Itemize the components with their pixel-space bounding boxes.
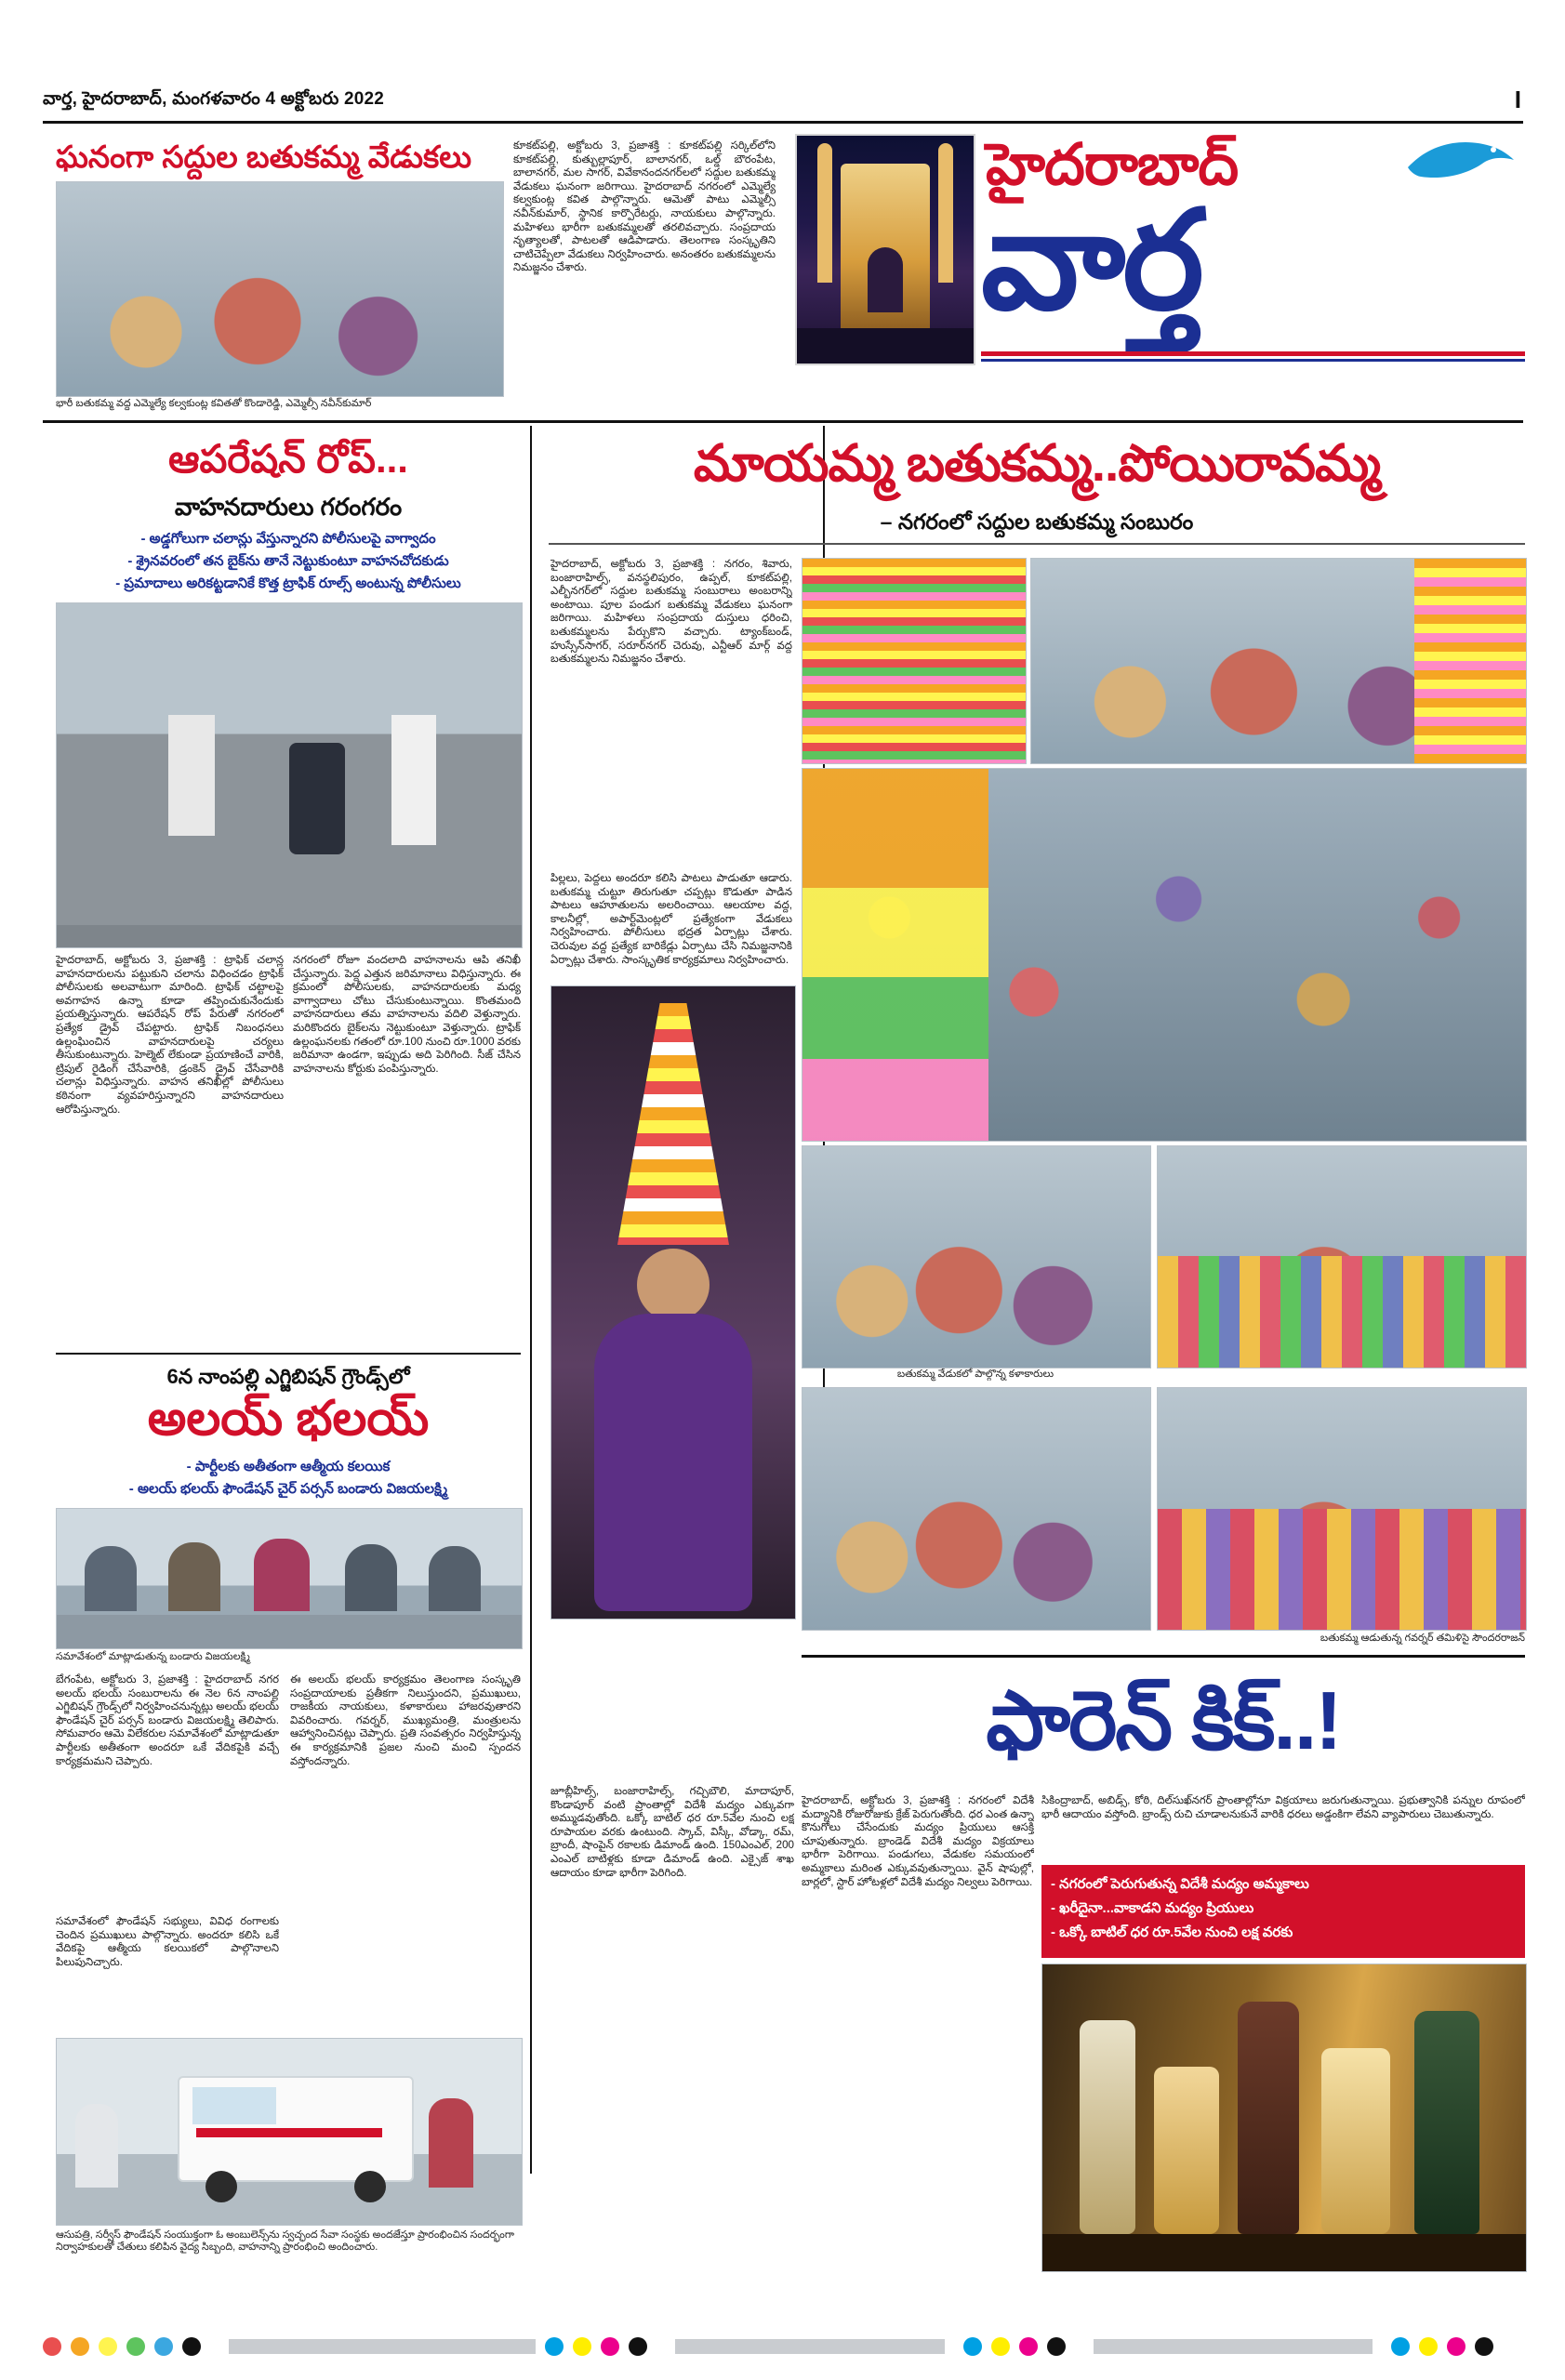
colour-dot [182,2337,201,2356]
registration-colour-bar [43,2337,1523,2358]
colour-dot [1447,2337,1466,2356]
colour-dot [71,2337,89,2356]
foreign-kick-text: హైదరాబాద్, అక్టోబరు 3, ప్రజాశక్తి : నగరంలో విదేశీ మద్యానికి రోజురోజుకు క్రేజ్ పెరుగుతోంది. ధర ఎంత ఉన్నా కొనుగోలు చేసేందుకు మద్యం ప్రియులు ఆసక్తి చూపుతున్నారు. బ్రాండెడ్ విదేశీ మద్యం విక్రయాలు భారీగా పెరిగాయి. పండుగలు, వేడుకల సమయంలో అమ్మకాలు మరింత ఎక్కువవుతున్నాయి. వైన్ షాపుల్లో, బార్లలో, స్టార్ హోటళ్లలో విదేశీ మద్యం నిల్వలు పెరిగాయి. [802,1794,1034,1888]
colour-dot [1475,2337,1493,2356]
colour-dot [991,2337,1010,2356]
crowd-celebration-photo [802,768,1527,1142]
colour-dot [43,2337,61,2356]
alai-balai-headline: అలయ్ భలయ్ [147,1392,430,1446]
colour-dot [1419,2337,1438,2356]
main-text-2: పిల్లలు, పెద్దలు అందరూ కలిసి పాటలు పాడుతూ ఆడారు. బతుకమ్మ చుట్టూ తిరుగుతూ చప్పట్లు కొడుతూ పాడిన పాటలు ఆహూతులను అలరించాయి. ఆలయాల వద్ద, కాలనీల్లో, అపార్ట్‌మెంట్లలో ప్రత్యేకంగా వేడుకలు నిర్వహించారు. పోలీసులు భద్రత ఏర్పాట్లు చేశారు. చెరువుల వద్ద ప్రత్యేక బారికేడ్లు ఏర్పాటు చేసి నిమజ్జనానికి ఏర్పాట్లు చేశారు. సాంస్కృతిక కార్యక్రమాలు నిర్వహించారు. [550,872,792,966]
liquor-bottles-photo [1041,1964,1527,2272]
registration-strip [675,2339,945,2354]
page-header [43,86,1523,124]
operation-rope-bullet-1: - అడ్డగోలుగా చలాన్లు వేస్తున్నారని పోలీసులపై వాగ్వాదం [140,531,436,547]
women-dance-photo [1157,1387,1527,1631]
top-left-headline: ఘనంగా సద్దుల బతుకమ్మ వేడుకలు [56,139,472,174]
main-subhead: – నగరంలో సద్దుల బతుకమ్మ సంబురం [880,509,1194,534]
masthead [795,130,1525,372]
alai-balai-caption: సమావేశంలో మాట్లాడుతున్న బండారు విజయలక్ష్మి [56,1651,250,1662]
colour-dot [126,2337,145,2356]
colour-dot [1019,2337,1038,2356]
ad-line-1: - నగరంలో పెరుగుతున్న విదేశీ మద్యం అమ్మకాలు [1051,1876,1309,1892]
main-text: హైదరాబాద్, అక్టోబరు 3, ప్రజాశక్తి : నగరం, శివారు, బంజారాహిల్స్, వనస్థలిపురం, ఉప్పల్, కూకట్‌పల్లి, ఎల్బీనగర్‌లో సద్దుల బతుకమ్మ సంబురాలు అంబరాన్ని అంటాయి. పూల పండుగ బతుకమ్మ వేడుకలు ఘనంగా జరిగాయి. మహిళలు సంప్రదాయ దుస్తులు ధరించి, బతుకమ్మలను పేర్చుకొని వచ్చారు. ట్యాంక్‌బండ్, హుస్సేన్‌సాగర్, సరూర్‌నగర్ చెరువు, ఎన్టీఆర్ మార్గ్ వద్ద బతుకమ్మలను నిమజ్జనం చేశారు. [550,558,792,666]
top-left-text: కూకట్‌పల్లి, అక్టోబరు 3, ప్రజాశక్తి : కూకట్‌పల్లి సర్కిల్‌లోని కూకట్‌పల్లి, కుత్బుల్లాపూర్, బాలానగర్, ఒల్డ్ బౌరంపేట, బాలానగర్, మల సాగర్, వివేకానందనగర్‌లలో సద్దుల బతుకమ్మ వేడుకలు ఘనంగా జరిగాయి. హైదరాబాద్ నగరంలో ఎమ్మెల్యే కల్వకుంట్ల కవిత పాల్గొన్నారు. ఆమెతో పాటు ఎమ్మెల్సీ నవీన్‌కుమార్, స్థానిక కార్పొరేటర్లు, నాయకులు పాల్గొన్నారు. మహిళలు భారీగా బతుకమ్మలతో తరలివచ్చారు. సంప్రదాయ నృత్యాలతో, పాటలతో ఆడిపాడారు. తెలంగాణ సంస్కృతిని చాటిచెప్పేలా వేడుకలు నిర్వహించారు. అనంతరం బతుకమ్మలను నిమజ్జనం చేశారు. [513,139,776,274]
alai-balai-kicker: 6న నాంపల్లి ఎగ్జిబిషన్ గ్రౌండ్స్‌లో [166,1365,410,1388]
registration-strip [1094,2339,1373,2354]
ad-line-2: - ఖరీదైనా...వాకాడని మద్యం ప్రియులు [1051,1900,1254,1916]
operation-rope-subhead: వాహనదారులు గరంగరం [174,493,403,521]
operation-rope-headline: ఆపరేషన్ రోప్... [168,437,408,481]
operation-rope-bullet-3: - ప్రమాదాలు అరికట్టడానికే కొత్త ట్రాఫిక్ రూల్స్ అంటున్న పోలీసులు [115,575,461,591]
foreign-kick-text-3: సికింద్రాబాద్, అబిడ్స్, కోఠి, దిల్‌సుఖ్‌నగర్ ప్రాంతాల్లోనూ విక్రయాలు జరుగుతున్నాయి. ప్రభుత్వానికి పన్నుల రూపంలో భారీ ఆదాయం వస్తోంది. బ్రాండ్స్ రుచి చూడాలనుకునే వారికి ధరలు అడ్డంకిగా లేవని వ్యాపారులు చెబుతున్నారు. [1041,1794,1525,1820]
alai-balai-sub-2: - అలయ్ భలయ్ ఫౌండేషన్ చైర్ పర్సన్ బండారు విజయలక్ష్మి [128,1481,448,1497]
bathukamma-array-photo [802,558,1027,764]
dateline: వార్త, హైదరాబాద్, మంగళవారం 4 అక్టోబరు 2022 [43,89,385,109]
colour-dot [1047,2337,1066,2356]
ad-line-3: - ఒక్కో బాటిల్ ధర రూ.5వేల నుంచి లక్ష వరకు [1051,1924,1293,1940]
alai-balai-text: బేగంపేట, అక్టోబరు 3, ప్రజాశక్తి : హైదరాబాద్ నగర అలయ్ భలయ్ సంబురాలను ఈ నెల 6న నాంపల్లి ఎగ్జిబిషన్ గ్రౌండ్స్‌లో నిర్వహించనున్నట్లు అలయ్ భలయ్ ఫౌండేషన్ చైర్ పర్సన్ బండారు విజయలక్ష్మి తెలిపారు. సోమవారం ఆమె విలేకరుల సమావేశంలో మాట్లాడుతూ పార్టీలకు అతీతంగా అందరూ ఒకే వేదికపైకి వచ్చే కార్యక్రమమని చెప్పారు. [56,1673,279,1767]
page-number: I [1514,86,1521,113]
charminar-night-photo [795,134,975,365]
bathukamma-celebration-photo [56,181,504,397]
top-left-caption: భారీ బతుకమ్మ వద్ద ఎమ్మెల్యే కల్వకుంట్ల కవితతో కొండారెడ్డి, ఎమ్మెల్సీ నవీన్‌కుమార్ [56,398,372,409]
press-meet-photo [56,1508,523,1649]
alai-balai-text-2: ఈ అలయ్ భలయ్ కార్యక్రమం తెలంగాణ సంస్కృతి సంప్రదాయాలకు ప్రతీకగా నిలుస్తుందని, ప్రముఖులు, రాజకీయ నాయకులు, కళాకారులు హాజరవుతారని వివరించారు. గవర్నర్, ముఖ్యమంత్రి, మంత్రులను ఆహ్వానించినట్లు చెప్పారు. ప్రతి సంవత్సరం నిర్వహిస్తున్న ఈ కార్యక్రమానికి ప్రజల నుంచి మంచి స్పందన వస్తోందన్నారు. [290,1673,521,1767]
traffic-police-checking-photo [56,602,523,948]
colour-dot [601,2337,619,2356]
alai-balai-sub-1: - పార్టీలకు అతీతంగా ఆత్మీయ కలయిక [186,1459,391,1474]
operation-rope-text: హైదరాబాద్, అక్టోబరు 3, ప్రజాశక్తి : ట్రాఫిక్ చలాన్ల వాహనదారులను పట్టుకుని చలాను విధించడం ట్రాఫిక్ పోలీసులకు అలవాటుగా మారింది. ట్రాఫిక్ చట్టాలపై అవగాహన ఉన్నా కూడా తప్పించుకునేందుకు ప్రయత్నిస్తున్నారు. ఆపరేషన్ రోప్ పేరుతో నగరంలో ప్రత్యేక డ్రైవ్ చేపట్టారు. ట్రాఫిక్ నిబంధనలు ఉల్లంఘించిన వాహనదారులపై చర్యలు తీసుకుంటున్నారు. హెల్మెట్ లేకుండా ప్రయాణించే వారికి, ట్రిపుల్ రైడింగ్ చేసేవారికి, డ్రంకెన్ డ్రైవ్ చేసేవారికి చలాన్లు విధిస్తున్నారు. వాహన తనిఖీల్లో పోలీసులు కఠినంగా వ్యవహరిస్తున్నారని వాహనదారులు ఆరోపిస్తున్నారు. [56,954,284,1116]
colour-dot [629,2337,647,2356]
colour-dot [963,2337,982,2356]
girl-with-bathukamma-photo [550,985,796,1620]
drummers-photo [802,1387,1151,1631]
women-praying-photo [1030,558,1527,764]
women-group-photo [1157,1145,1527,1368]
folk-artists-caption: బతుకమ్మ వేడుకలో పాల్గొన్న కళాకారులు [896,1368,1054,1380]
colour-dot [545,2337,564,2356]
foreign-kick-text-2: జూబ్లీహిల్స్, బంజారాహిల్స్, గచ్చిబౌలి, మాదాపూర్, కొండాపూర్ వంటి ప్రాంతాల్లో విదేశీ మద్యం ఎక్కువగా అమ్ముడవుతోంది. ఒక్కో బాటిల్ ధర రూ.5వేల నుంచి లక్ష రూపాయల వరకు ఉంటుంది. స్కాచ్, విస్కీ, వోడ్కా, రమ్, బ్రాందీ, షాంపైన్ రకాలకు డిమాండ్ ఉంది. 150ఎంఎల్, 200 ఎంఎల్ బాటిళ్లకు కూడా డిమాండ్ ఉంది. ఎక్సైజ్ శాఖ ఆదాయం కూడా భారీగా పెరిగింది. [550,1785,794,1879]
bird-icon [1404,136,1516,190]
ambulance-caption: ఆసుపత్రి, సర్వీస్ ఫౌండేషన్ సంయుక్తంగా ఓ అంబులెన్స్‌ను స్వచ్ఛంద సేవా సంస్థకు అందజేస్తూ ప్రారంభించిన సందర్భంగా నిర్వాహకులతో చేతులు కలిపిన వైద్య సిబ్బంది, వాహనాన్ని ప్రారంభించి అందించారు. [56,2229,514,2253]
masthead-title: వార్త [981,184,1201,337]
colour-dot [154,2337,173,2356]
colour-dot [573,2337,591,2356]
women-dance-caption: బతుకమ్మ ఆడుతున్న గవర్నర్ తమిళిసై సౌందరరాజన్ [1320,1633,1525,1644]
folk-artists-photo [802,1145,1151,1368]
operation-rope-text-2: నగరంలో రోజూ వందలాది వాహనాలను ఆపి తనిఖీ చేస్తున్నారు. పెద్ద ఎత్తున జరిమానాలు విధిస్తున్నారు. ఈ క్రమంలో పోలీసులకు, వాహనదారులకు మధ్య వాగ్వాదాలు చోటు చేసుకుంటున్నాయి. కొంతమంది వాహనదారులు తమ వాహనాలను వదిలి వెళ్తున్నారు. మరికొందరు బైక్‌లను నెట్టుకుంటూ వెళ్తున్నారు. ట్రాఫిక్ ఉల్లంఘనలకు గతంలో రూ.100 నుంచి రూ.1000 వరకు జరిమానా ఉండగా, ఇప్పుడు అది పెరిగింది. సీజ్ చేసిన వాహనాలను కోర్టుకు పంపిస్తున్నారు. [293,954,521,1075]
alai-balai-text-3: సమావేశంలో ఫౌండేషన్ సభ్యులు, వివిధ రంగాలకు చెందిన ప్రముఖులు పాల్గొన్నారు. అందరూ కలిసి ఒకే వేదికపై ఆత్మీయ కలయికలో పాల్గొనాలని పిలుపునిచ్చారు. [56,1915,279,1968]
masthead-city: హైదరాబాద్ [986,133,1239,197]
colour-dot [99,2337,117,2356]
main-headline: మాయమ్మ బతుకమ్మ..పోయిరావమ్మ [693,434,1381,492]
foreign-kick-ad-box [1041,1865,1525,1958]
colour-dot [1391,2337,1410,2356]
ambulance-donation-photo [56,2038,523,2226]
operation-rope-bullet-2: - శ్రైనవరంలో తన బైక్‌ను తానే నెట్టుకుంటూ వాహనచోదకుడు [127,553,449,569]
foreign-kick-headline: ఫారెన్ కిక్..! [986,1674,1341,1766]
registration-strip [229,2339,536,2354]
